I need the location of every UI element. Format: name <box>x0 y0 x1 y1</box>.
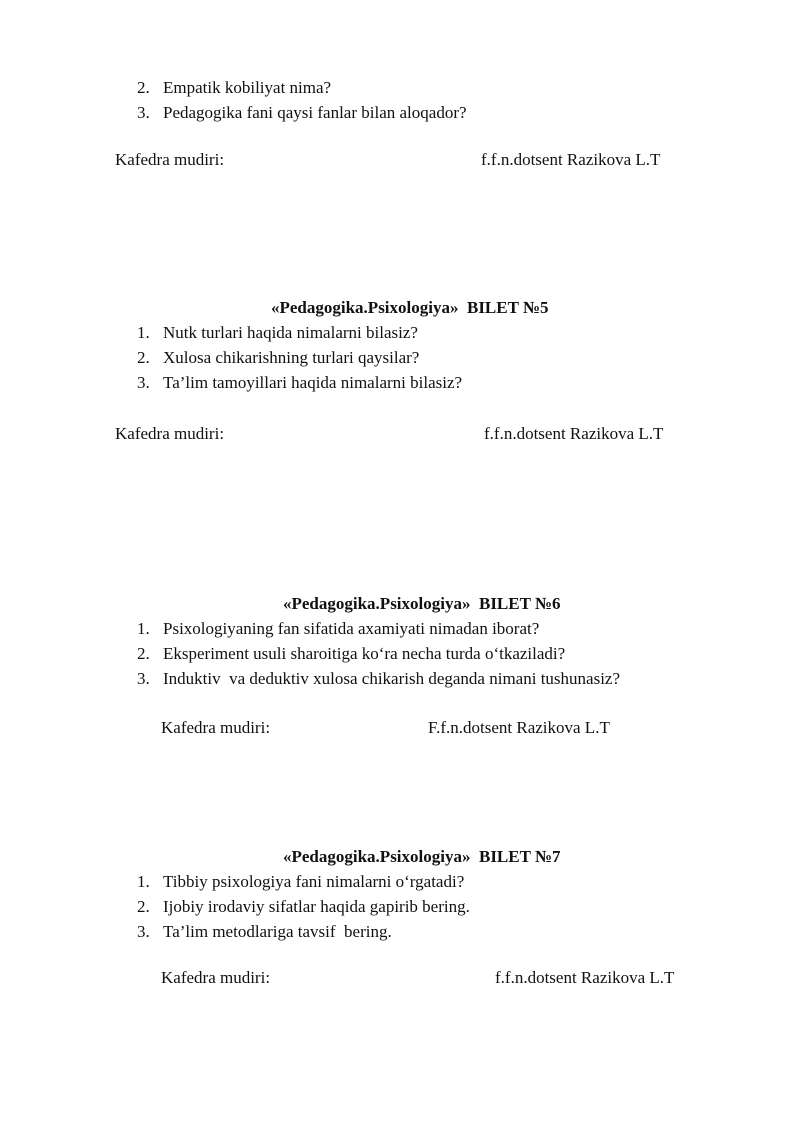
question-text: Ta’lim metodlariga tavsif bering. <box>163 922 392 941</box>
signature-name: f.f.n.dotsent Razikova L.T <box>495 968 675 987</box>
question-text: Empatik kobiliyat nima? <box>163 78 332 97</box>
question-number: 1. <box>137 619 150 638</box>
question-number: 3. <box>137 373 150 392</box>
question-number: 2. <box>137 78 150 97</box>
signature-label: Kafedra mudiri: <box>115 150 225 169</box>
signature-name: F.f.n.dotsent Razikova L.T <box>428 718 610 737</box>
ticket-title: «Pedagogika.Psixologiya» BILET №6 <box>283 594 561 613</box>
question-text: Induktiv va deduktiv xulosa chikarish deganda nimani tushunasiz? <box>163 669 621 688</box>
signature-label: Kafedra mudiri: <box>161 718 271 737</box>
ticket-title: «Pedagogika.Psixologiya» BILET №5 <box>271 298 549 317</box>
question-number: 3. <box>137 669 150 688</box>
signature-label: Kafedra mudiri: <box>115 424 225 443</box>
question-text: Ijobiy irodaviy sifatlar haqida gapirib bering. <box>163 897 470 916</box>
signature-name: f.f.n.dotsent Razikova L.T <box>481 150 661 169</box>
question-text: Ta’lim tamoyillari haqida nimalarni bilasiz? <box>163 373 463 392</box>
question-number: 3. <box>137 103 150 122</box>
question-text: Pedagogika fani qaysi fanlar bilan aloqador? <box>163 103 467 122</box>
ticket-title: «Pedagogika.Psixologiya» BILET №7 <box>283 847 561 866</box>
question-number: 2. <box>137 897 150 916</box>
question-number: 2. <box>137 348 150 367</box>
question-text: Psixologiyaning fan sifatida axamiyati nimadan iborat? <box>163 619 540 638</box>
question-number: 1. <box>137 323 150 342</box>
question-text: Nutk turlari haqida nimalarni bilasiz? <box>163 323 418 342</box>
question-number: 1. <box>137 872 150 891</box>
question-text: Xulosa chikarishning turlari qaysilar? <box>163 348 420 367</box>
question-text: Eksperiment usuli sharoitiga ko‘ra necha turda o‘tkaziladi? <box>163 644 566 663</box>
question-number: 3. <box>137 922 150 941</box>
question-number: 2. <box>137 644 150 663</box>
signature-label: Kafedra mudiri: <box>161 968 271 987</box>
question-text: Tibbiy psixologiya fani nimalarni o‘rgatadi? <box>163 872 465 891</box>
signature-name: f.f.n.dotsent Razikova L.T <box>484 424 664 443</box>
